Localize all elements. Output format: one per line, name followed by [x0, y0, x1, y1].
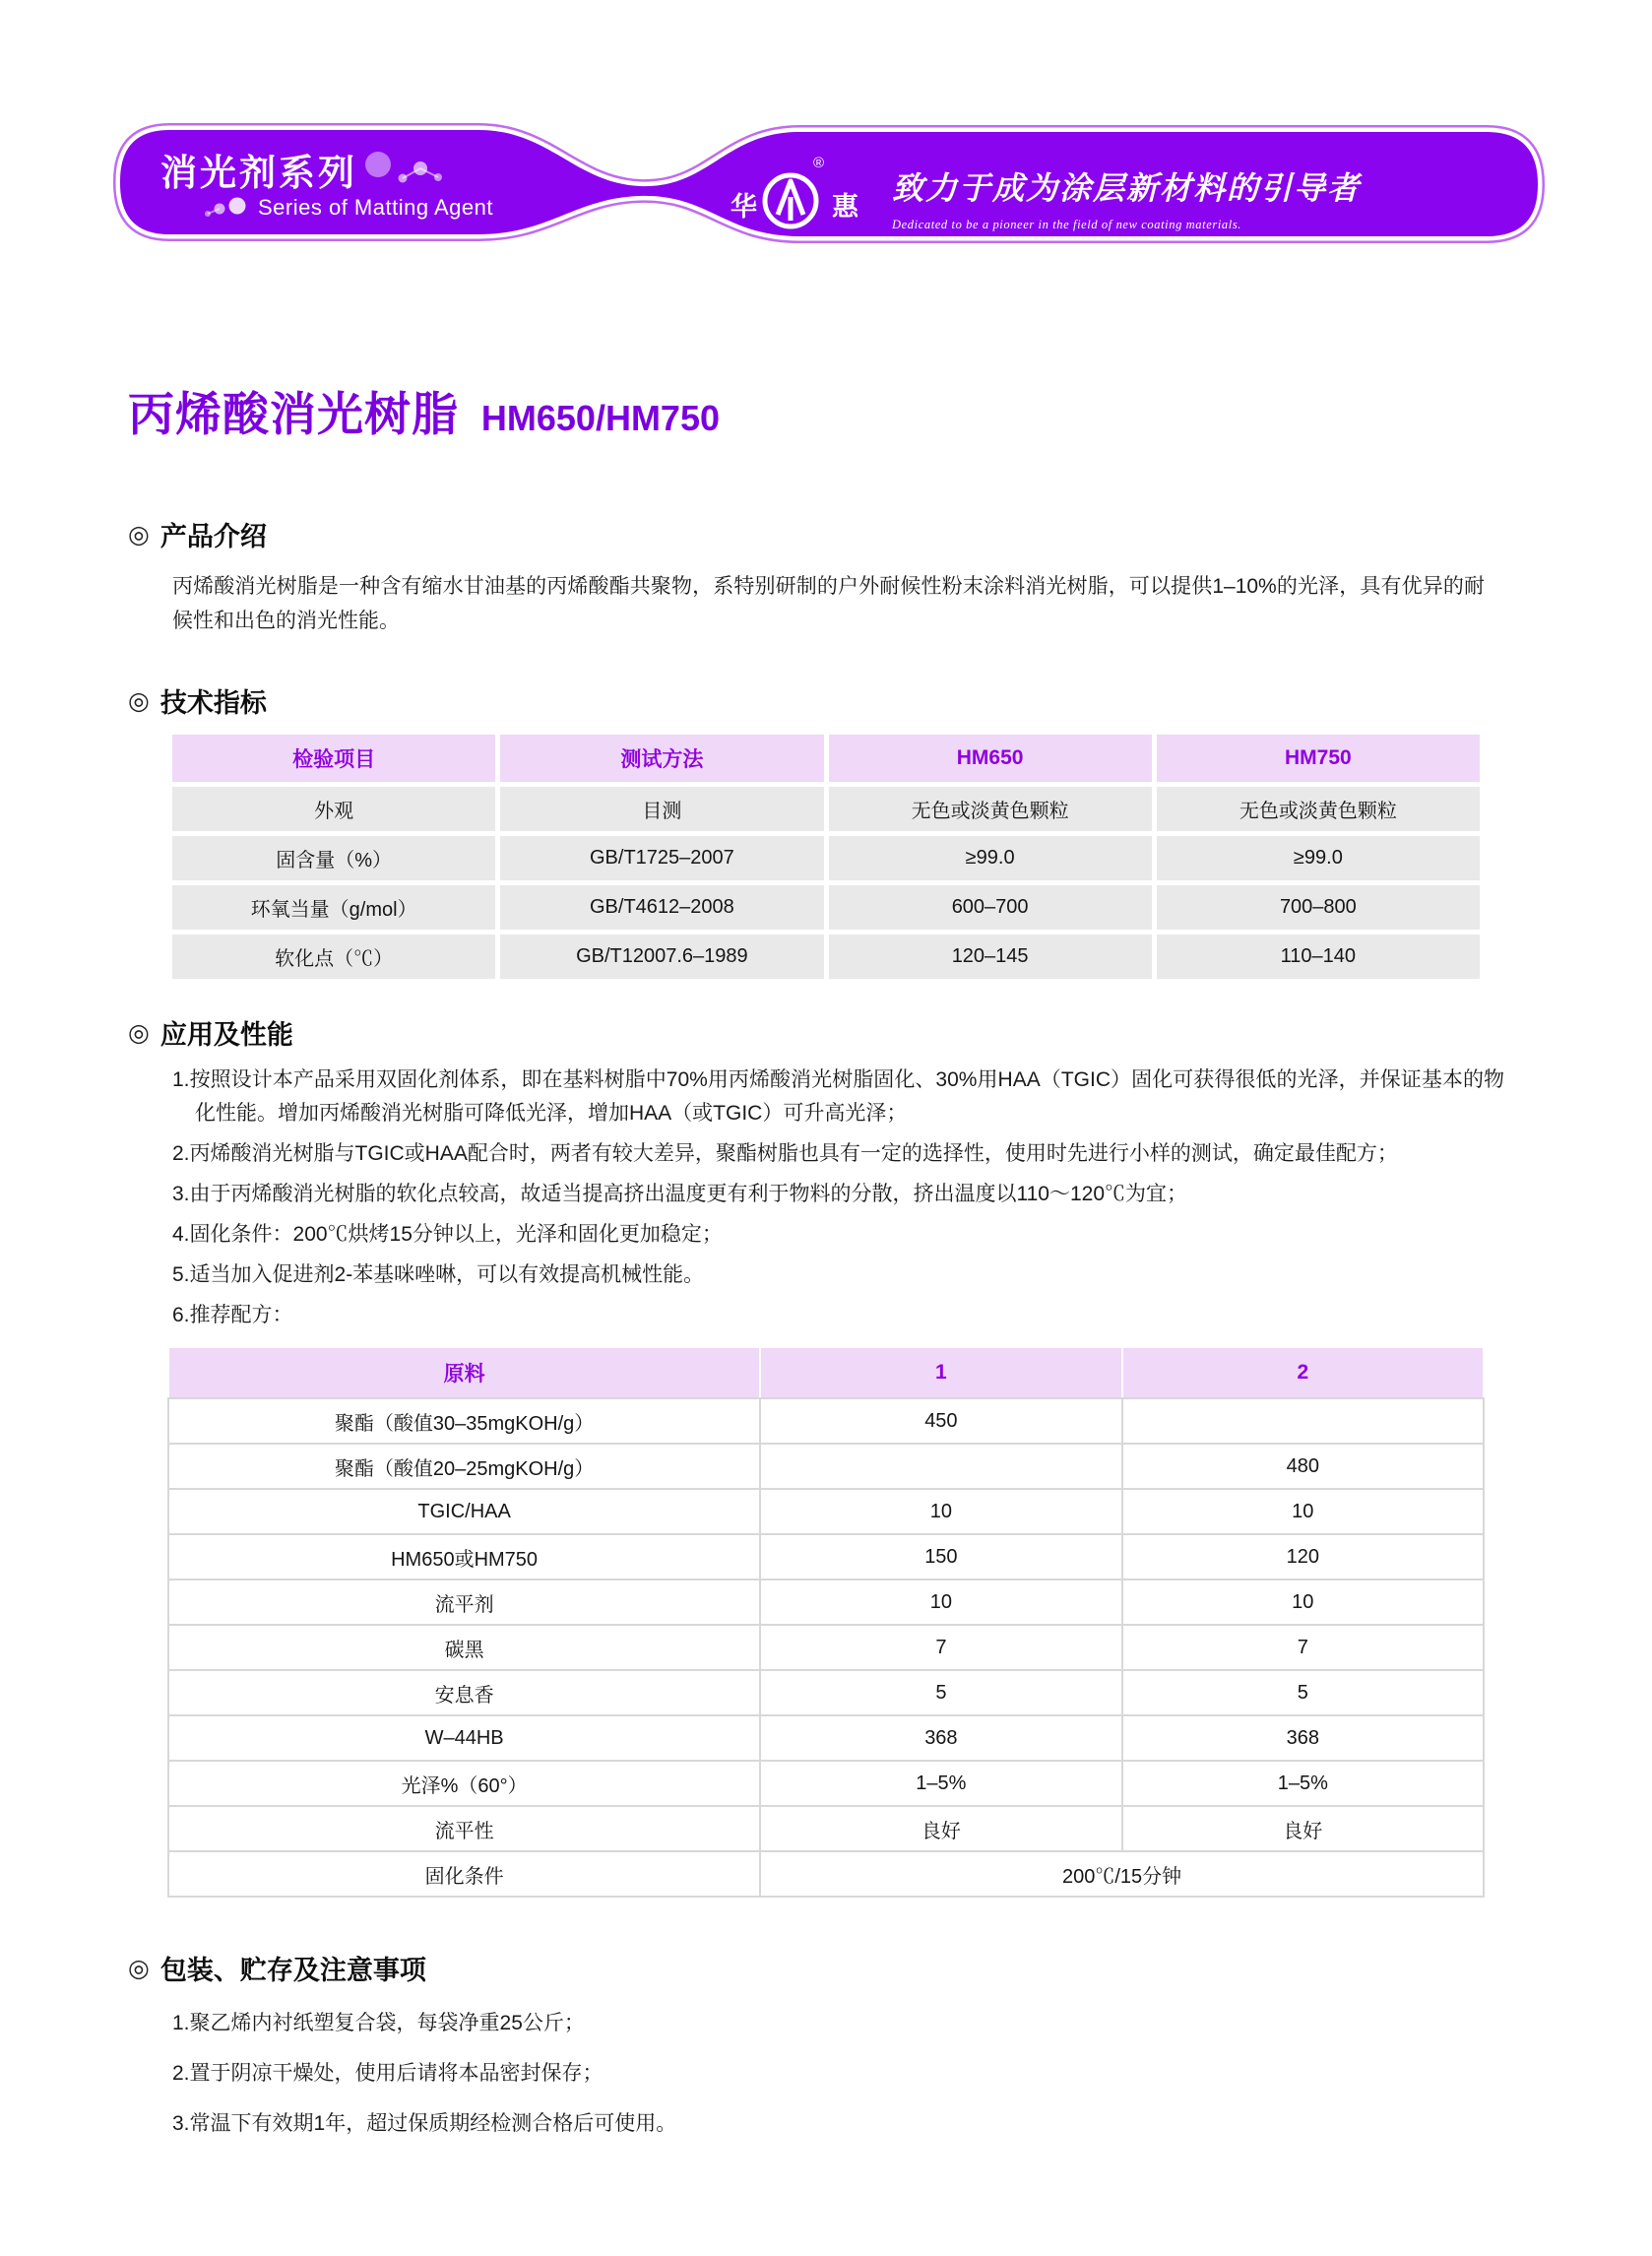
formula-cell: 368 — [760, 1715, 1121, 1761]
specs-cell: 110–140 — [1157, 935, 1480, 979]
formula-cell: 光泽%（60°） — [168, 1761, 760, 1806]
table-row — [168, 1761, 1484, 1806]
specs-cell: ≥99.0 — [1157, 836, 1480, 880]
formula-col-header: 1 — [760, 1347, 1121, 1398]
section-bullet-icon: ◎ — [128, 1954, 150, 1982]
list-item: 6.推荐配方： — [172, 1304, 293, 1326]
table-row — [168, 1806, 1484, 1851]
list-item: 4.固化条件：200℃烘烤15分钟以上，光泽和固化更加稳定； — [172, 1223, 723, 1246]
formula-cell: 10 — [1122, 1579, 1484, 1625]
formula-cell — [1122, 1398, 1484, 1444]
specs-cell: 固含量（%） — [172, 836, 495, 880]
section-product-intro — [128, 515, 1524, 638]
formula-cell: 10 — [1122, 1489, 1484, 1534]
series-title-cn: 消光剂系列 — [160, 153, 357, 193]
application-list — [172, 1064, 1504, 1332]
section-tech-specs — [128, 681, 1524, 984]
section-heading-specs — [128, 681, 1524, 720]
formula-cell: W–44HB — [168, 1715, 760, 1761]
section-application — [128, 1013, 1524, 1898]
formula-cell: 150 — [760, 1534, 1121, 1579]
formula-col-header: 2 — [1122, 1347, 1484, 1398]
formula-cell: 368 — [1122, 1715, 1484, 1761]
formula-cell: 碳黑 — [168, 1625, 760, 1670]
formula-table — [167, 1346, 1485, 1898]
section-heading-packaging-label: 包装、贮存及注意事项 — [159, 1956, 426, 1985]
table-row — [168, 1444, 1484, 1489]
specs-col-header: 检验项目 — [172, 735, 495, 782]
section-heading-intro — [128, 515, 1524, 553]
formula-cell: 安息香 — [168, 1670, 760, 1715]
series-title-en: Series of Matting Agent — [258, 195, 493, 220]
section-bullet-icon: ◎ — [128, 520, 150, 548]
section-heading-packaging — [128, 1949, 1524, 1987]
formula-cell: 聚酯（酸值20–25mgKOH/g） — [168, 1444, 760, 1489]
formula-cell: 450 — [760, 1398, 1121, 1444]
specs-cell: 600–700 — [829, 885, 1152, 930]
formula-cell: 良好 — [1122, 1806, 1484, 1851]
table-row — [172, 787, 1480, 831]
formula-cell: 聚酯（酸值30–35mgKOH/g） — [168, 1398, 760, 1444]
formula-cell: 良好 — [760, 1806, 1121, 1851]
formula-cell: 10 — [760, 1579, 1121, 1625]
company-logo — [731, 150, 858, 236]
specs-cell: ≥99.0 — [829, 836, 1152, 880]
table-row — [168, 1625, 1484, 1670]
page-title-cn: 丙烯酸消光树脂 — [128, 388, 459, 440]
intro-paragraph: 丙烯酸消光树脂是一种含有缩水甘油基的丙烯酸酯共聚物，系特别研制的户外耐候性粉末涂料消光树脂，可以提供1–10%的光泽，具有优异的耐候性和出色的消光性能。 — [172, 575, 1485, 632]
specs-col-header: 测试方法 — [500, 735, 823, 782]
section-heading-application-label: 应用及性能 — [159, 1020, 293, 1050]
table-row — [168, 1670, 1484, 1715]
formula-cell — [760, 1444, 1121, 1489]
specs-cell: 无色或淡黄色颗粒 — [1157, 787, 1480, 831]
section-bullet-icon: ◎ — [128, 686, 150, 715]
formula-cell: 1–5% — [760, 1761, 1121, 1806]
molecule-dots-icon — [363, 148, 458, 191]
slogan-en: Dedicated to be a pioneer in the field of new coating materials. — [892, 218, 1242, 231]
list-item: 2.置于阴凉干燥处，使用后请将本品密封保存； — [172, 2062, 604, 2085]
page-title-model: HM650/HM750 — [480, 398, 720, 438]
packaging-list — [172, 2009, 1504, 2139]
section-heading-application — [128, 1013, 1524, 1052]
table-row — [168, 1715, 1484, 1761]
list-item: 1.按照设计本产品采用双固化剂体系，即在基料树脂中70%用丙烯酸消光树脂固化、30%用HAA（TGIC）固化可获得很低的光泽，并保证基本的物化性能。增加丙烯酸消光树脂可降低光泽，增加HAA（或TGIC）可升高光泽； — [172, 1068, 1504, 1125]
formula-cell: 7 — [1122, 1625, 1484, 1670]
formula-cell: HM650或HM750 — [168, 1534, 760, 1579]
formula-cell: 120 — [1122, 1534, 1484, 1579]
formula-cell: 5 — [1122, 1670, 1484, 1715]
formula-cell: 5 — [760, 1670, 1121, 1715]
specs-cell: 目测 — [500, 787, 823, 831]
slogan-cn: 致力于成为涂层新材料的引导者 — [892, 170, 1362, 206]
table-row — [168, 1579, 1484, 1625]
list-item: 2.丙烯酸消光树脂与TGIC或HAA配合时，两者有较大差异，聚酯树脂也具有一定的选择性，使用时先进行小样的测试，确定最佳配方； — [172, 1142, 1398, 1165]
specs-table — [167, 730, 1485, 984]
specs-cell: 700–800 — [1157, 885, 1480, 930]
formula-col-header: 原料 — [168, 1347, 760, 1398]
table-row — [168, 1534, 1484, 1579]
logo-char-left: 华 — [731, 191, 757, 222]
molecule-dots-small-icon — [203, 194, 248, 222]
section-bullet-icon: ◎ — [128, 1018, 150, 1047]
section-heading-intro-label: 产品介绍 — [159, 522, 267, 551]
logo-char-right: 惠 — [832, 191, 858, 222]
page-title — [128, 378, 1524, 444]
table-row — [172, 836, 1480, 880]
header-banner — [0, 0, 1652, 258]
series-subtitle-row — [203, 194, 493, 222]
formula-cell-merged: 200℃/15分钟 — [760, 1851, 1484, 1897]
logo-emblem-icon — [759, 150, 830, 236]
list-item: 1.聚乙烯内衬纸塑复合袋，每袋净重25公斤； — [172, 2012, 585, 2034]
specs-cell: GB/T4612–2008 — [500, 885, 823, 930]
formula-header-row — [168, 1347, 1484, 1398]
specs-header-row — [172, 735, 1480, 782]
section-heading-specs-label: 技术指标 — [159, 688, 267, 718]
specs-cell: 120–145 — [829, 935, 1152, 979]
specs-col-header: HM750 — [1157, 735, 1480, 782]
slogan-block — [892, 163, 1361, 232]
specs-col-header: HM650 — [829, 735, 1152, 782]
formula-cell: 流平剂 — [168, 1579, 760, 1625]
formula-cell: 7 — [760, 1625, 1121, 1670]
formula-cell: 流平性 — [168, 1806, 760, 1851]
section-packaging — [128, 1949, 1524, 2139]
list-item: 3.由于丙烯酸消光树脂的软化点较高，故适当提高挤出温度更有利于物料的分散，挤出温度以110～120℃为宜； — [172, 1183, 1188, 1205]
formula-cell: 1–5% — [1122, 1761, 1484, 1806]
table-row-merged — [168, 1851, 1484, 1897]
specs-cell: 软化点（℃） — [172, 935, 495, 979]
specs-cell: GB/T1725–2007 — [500, 836, 823, 880]
list-item: 5.适当加入促进剂2-苯基咪唑啉，可以有效提高机械性能。 — [172, 1263, 705, 1286]
formula-cell: 10 — [760, 1489, 1121, 1534]
formula-cell: 480 — [1122, 1444, 1484, 1489]
table-row — [168, 1398, 1484, 1444]
table-row — [168, 1489, 1484, 1534]
table-row — [172, 885, 1480, 930]
formula-cell: 固化条件 — [168, 1851, 760, 1897]
table-row — [172, 935, 1480, 979]
specs-cell: GB/T12007.6–1989 — [500, 935, 823, 979]
formula-cell: TGIC/HAA — [168, 1489, 760, 1534]
specs-cell: 无色或淡黄色颗粒 — [829, 787, 1152, 831]
list-item: 3.常温下有效期1年，超过保质期经检测合格后可使用。 — [172, 2112, 677, 2135]
series-title-row — [160, 143, 458, 196]
specs-cell: 外观 — [172, 787, 495, 831]
specs-cell: 环氧当量（g/mol） — [172, 885, 495, 930]
registered-mark: ® — [813, 155, 825, 171]
